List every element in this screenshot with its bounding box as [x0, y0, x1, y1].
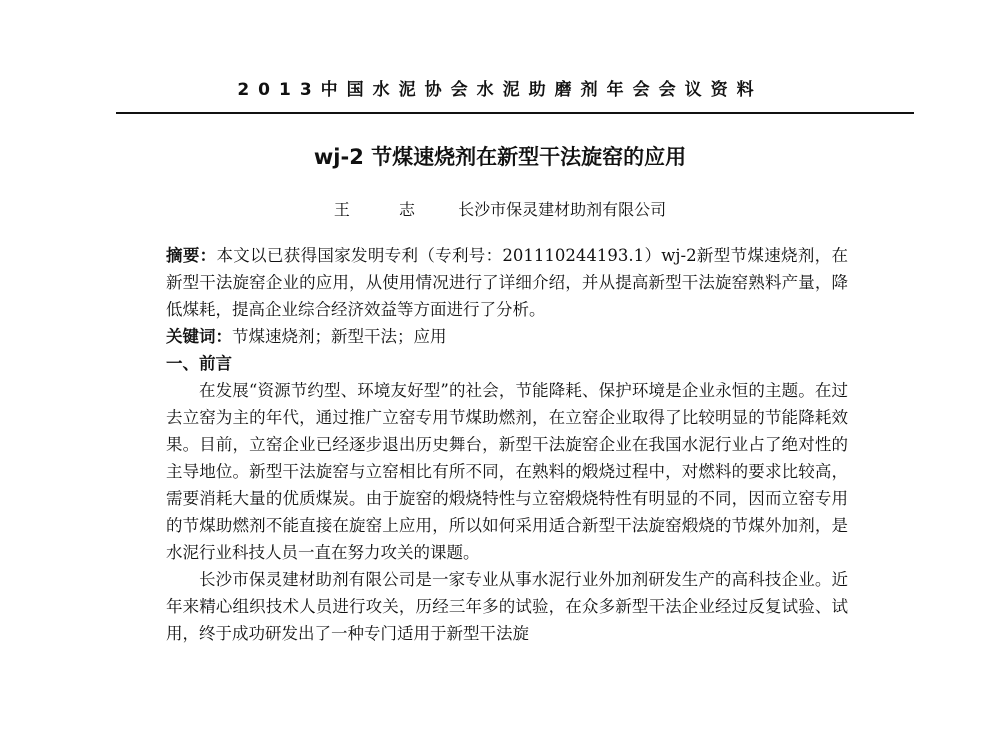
body-paragraph-1: 在发展“资源节约型、环境友好型”的社会，节能降耗、保护环境是企业永恒的主题。在过去立窑为主的年代，通过推广立窑专用节煤助燃剂，在立窑企业取得了比较明显的节能降耗效果。目前，立窑企业已经逐步退出历史舞台，新型干法旋窑企业在我国水泥行业占了绝对性的主导地位。新型干法旋窑与立窑相比有所不同，在熟料的煅烧过程中，对燃料的要求比较高，需要消耗大量的优质煤炭。由于旋窑的煅烧特性与立窑煅烧特性有明显的不同，因而立窑专用的节煤助燃剂不能直接在旋窑上应用，所以如何采用适合新型干法旋窑煅烧的节煤外加剂，是水泥行业科技人员一直在努力攻关的课题。 [166, 381, 848, 562]
paper-title: wj-2 节煤速烧剂在新型干法旋窑的应用 [313, 145, 687, 169]
running-header: 2013中国水泥协会水泥助磨剂年会会议资料 [237, 80, 763, 100]
keywords-label: 关键词： [166, 327, 232, 346]
header-rule [116, 112, 914, 114]
body-paragraph-2: 长沙市保灵建材助剂有限公司是一家专业从事水泥行业外加剂研发生产的高科技企业。近年来精心组织技术人员进行攻关，历经三年多的试验，在众多新型干法企业经过反复试验、试用，终于成功研发出了一种专门适用于新型干法旋 [166, 570, 848, 643]
abstract [166, 242, 848, 323]
keywords [166, 323, 848, 350]
paper-body [166, 242, 848, 647]
abstract-text: 本文以已获得国家发明专利（专利号：201110244193.1）wj-2新型节煤速烧剂，在新型干法旋窑企业的应用，从使用情况进行了详细介绍，并从提高新型干法旋窑熟料产量，降低煤耗，提高企业综合经济效益等方面进行了分析。 [166, 246, 849, 319]
author-name: 王 志 [333, 200, 437, 219]
section-heading-introduction: 一、前言 [166, 354, 232, 373]
keywords-text: 节煤速烧剂；新型干法；应用 [232, 327, 447, 346]
byline [0, 198, 1000, 222]
author-affiliation: 长沙市保灵建材助剂有限公司 [458, 200, 667, 219]
abstract-label: 摘要： [166, 246, 217, 265]
